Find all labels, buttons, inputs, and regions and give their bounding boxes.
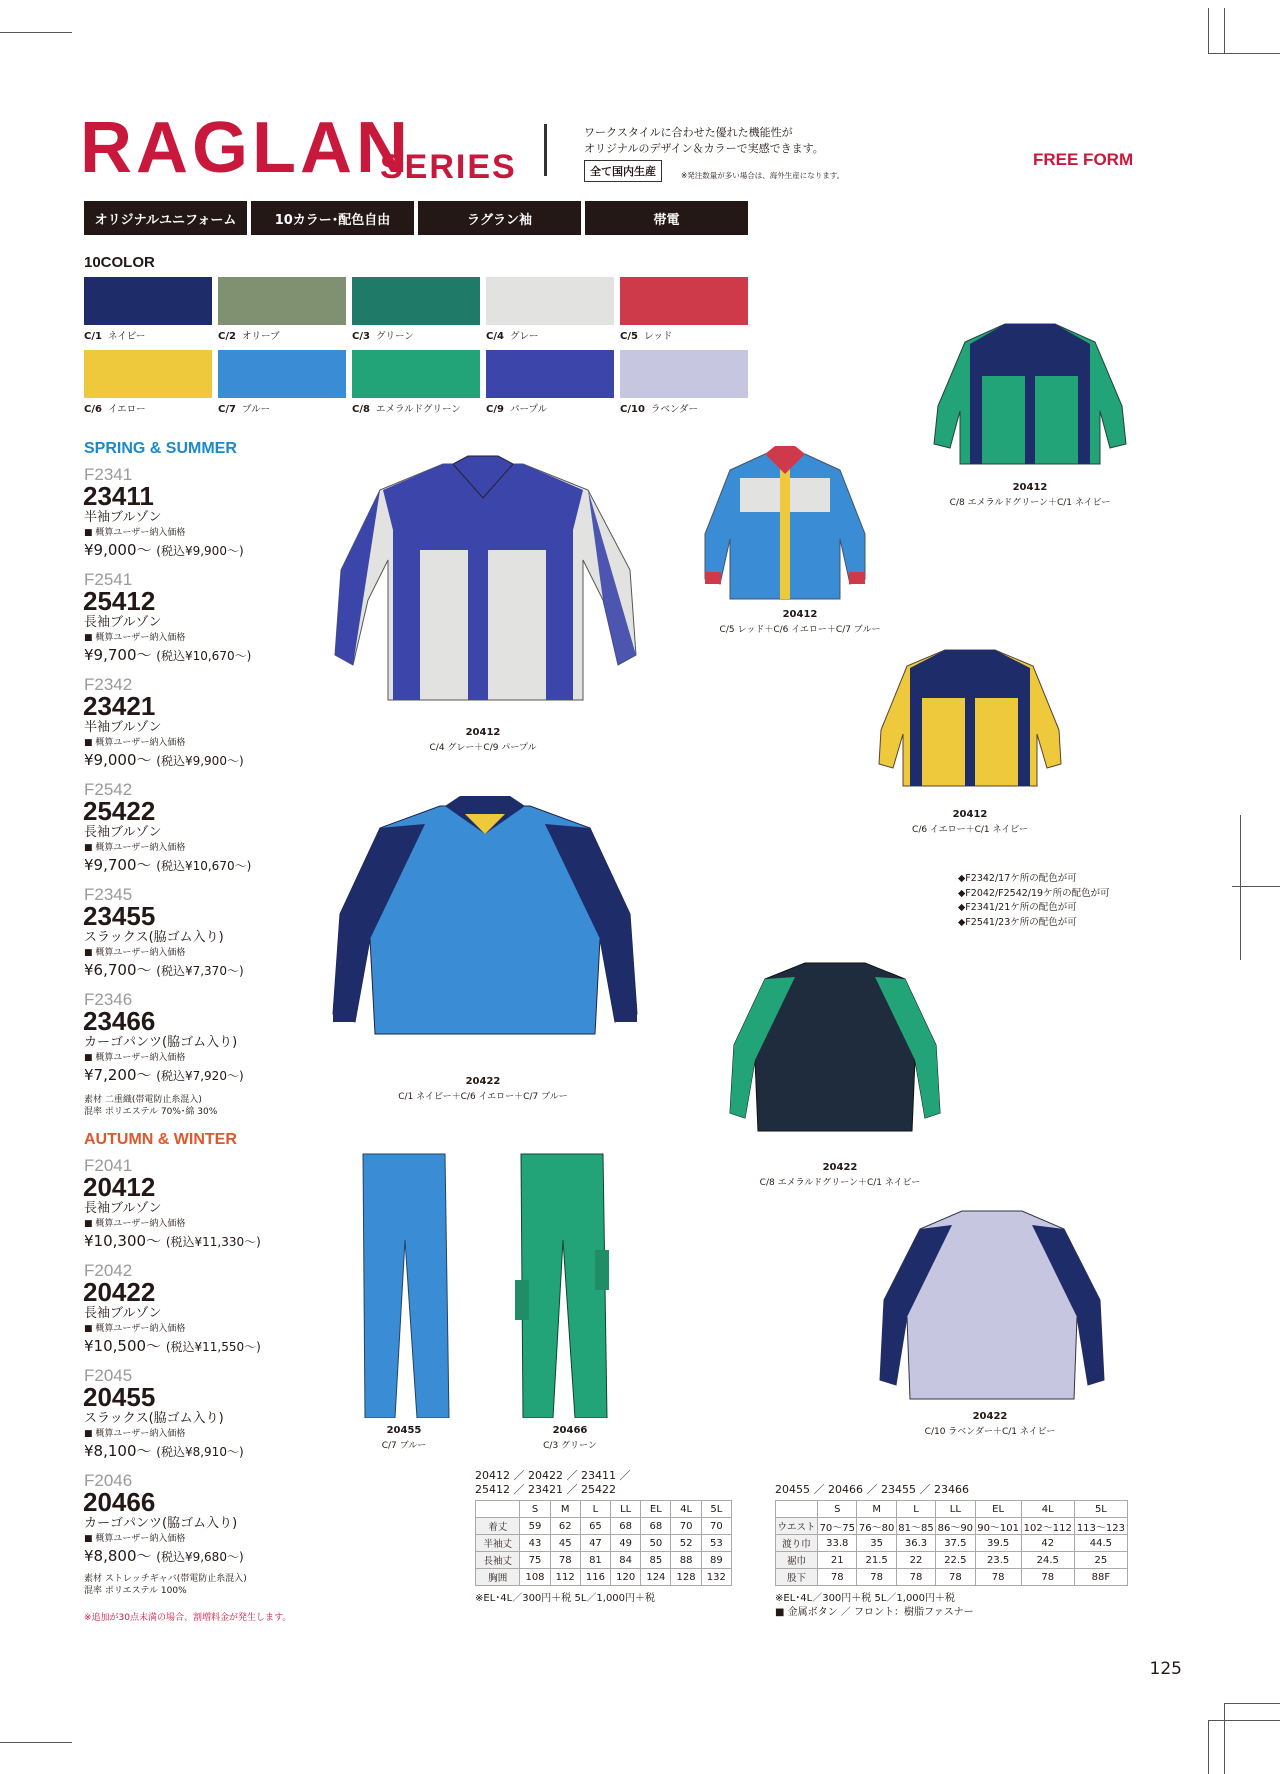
size-table-2-notes: ※EL･4L／300円＋税 5L／1,000円＋税 ■ 金属ボタン ／ フロント：樹脂ファスナー	[775, 1593, 974, 1618]
size-cell: 78	[975, 1569, 1021, 1586]
caption-20412-grey-purple: 20412 C/4 グレー＋C/9 パープル	[429, 727, 537, 753]
size-cell: 88F	[1074, 1569, 1127, 1586]
size-cell: 84	[611, 1552, 641, 1569]
size-header: LL	[936, 1501, 975, 1518]
size-cell: 49	[611, 1535, 641, 1552]
size-cell: 86～90	[936, 1518, 975, 1535]
size-table-1-title: 20412 ／ 20422 ／ 23411 ／ 25412 ／ 23421 ／ 25422	[475, 1469, 631, 1496]
feature-tab-raglan: ラグラン袖	[418, 201, 581, 235]
product-name: 長袖ブルゾン	[84, 1201, 162, 1216]
product-number: 20466	[83, 1487, 156, 1517]
color-swatch	[218, 277, 346, 325]
product-code: F2342	[84, 675, 133, 694]
page-number: 125	[1149, 1659, 1182, 1679]
page-title: RAGLAN	[80, 108, 412, 188]
color-swatch-label: C/7 ブルー	[218, 404, 271, 415]
size-cell: 78	[936, 1569, 975, 1586]
size-cell: 半袖丈	[476, 1535, 520, 1552]
brand-label: FREE FORM	[1033, 150, 1134, 169]
size-cell: 裾巾	[776, 1552, 818, 1569]
product-name: 長袖ブルゾン	[84, 1306, 162, 1321]
size-cell: 102～112	[1021, 1518, 1074, 1535]
price-note: ■ 概算ユーザー納入価格	[84, 528, 186, 538]
product-name: スラックス(脇ゴム入り)	[84, 930, 224, 945]
size-cell: 128	[671, 1569, 701, 1586]
size-header: L	[896, 1501, 935, 1518]
product-name: カーゴパンツ(脇ゴム入り)	[84, 1035, 238, 1050]
color-swatch-label: C/8 エメラルドグリーン	[352, 404, 461, 415]
product-number: 23421	[83, 691, 156, 721]
size-cell: 81～85	[896, 1518, 935, 1535]
product-price: ¥9,700～ (税込¥10,670～)	[84, 856, 252, 874]
product-name: 長袖ブルゾン	[84, 825, 162, 840]
domestic-badge: 全て国内生産	[584, 160, 662, 182]
size-cell: 45	[550, 1535, 580, 1552]
product-name: 半袖ブルゾン	[84, 510, 162, 525]
product-price: ¥9,700～ (税込¥10,670～)	[84, 646, 252, 664]
product-code: F2042	[84, 1261, 133, 1280]
title-divider	[544, 124, 547, 176]
size-table-1-note: ※EL･4L／300円＋税 5L／1,000円＋税	[475, 1593, 656, 1604]
jacket-20412-grey-purple-image	[318, 450, 648, 712]
price-note: ■ 概算ユーザー納入価格	[84, 948, 186, 958]
price-note: ■ 概算ユーザー納入価格	[84, 1324, 186, 1334]
size-header: 5L	[1074, 1501, 1127, 1518]
price-note: ■ 概算ユーザー納入価格	[84, 843, 186, 853]
product-number: 20412	[83, 1172, 156, 1202]
color-swatch-label: C/2 オリーブ	[218, 331, 280, 342]
size-cell: 25	[1074, 1552, 1127, 1569]
size-cell: 42	[1021, 1535, 1074, 1552]
color-swatch	[620, 277, 748, 325]
color-swatch	[218, 350, 346, 398]
product-number: 20455	[83, 1382, 156, 1412]
product-code: F2046	[84, 1471, 133, 1490]
size-cell: 78	[550, 1552, 580, 1569]
size-cell: 78	[1021, 1569, 1074, 1586]
size-table-pants	[775, 1500, 1128, 1586]
series-label: SERIES	[380, 148, 517, 186]
jacket-20422-navy-yellow-blue-image	[325, 794, 645, 1042]
size-cell: 68	[611, 1518, 641, 1535]
size-cell: 21	[818, 1552, 857, 1569]
price-note: ■ 概算ユーザー納入価格	[84, 633, 186, 643]
size-cell: 着丈	[476, 1518, 520, 1535]
product-code: F2541	[84, 570, 133, 589]
size-cell: 62	[550, 1518, 580, 1535]
surcharge-warning: ※追加が30点未満の場合、割増料金が発生します。	[84, 1613, 292, 1623]
product-number: 20422	[83, 1277, 156, 1307]
size-cell: 70	[701, 1518, 731, 1535]
product-price: ¥10,300～ (税込¥11,330～)	[84, 1232, 261, 1250]
size-cell: 120	[611, 1569, 641, 1586]
size-cell: 43	[520, 1535, 550, 1552]
size-cell: 39.5	[975, 1535, 1021, 1552]
size-cell: 65	[580, 1518, 610, 1535]
color-swatch	[620, 350, 748, 398]
size-cell: 90～101	[975, 1518, 1021, 1535]
size-cell: 50	[641, 1535, 671, 1552]
product-name: 長袖ブルゾン	[84, 615, 162, 630]
color-swatch-label: C/6 イエロー	[84, 404, 146, 415]
size-header: 5L	[701, 1501, 731, 1518]
size-cell: 33.8	[818, 1535, 857, 1552]
color-swatch-label: C/4 グレー	[486, 331, 539, 342]
color-swatch-label: C/5 レッド	[620, 331, 673, 342]
jacket-20412-emerald-navy-image	[930, 316, 1130, 466]
product-number: 23411	[83, 481, 154, 511]
price-note: ■ 概算ユーザー納入価格	[84, 1053, 186, 1063]
product-price: ¥8,800～ (税込¥9,680～)	[84, 1547, 244, 1565]
slacks-20455-image	[355, 1150, 455, 1418]
size-header	[476, 1501, 520, 1518]
size-cell: 股下	[776, 1569, 818, 1586]
product-price: ¥10,500～ (税込¥11,550～)	[84, 1337, 261, 1355]
size-cell: 52	[671, 1535, 701, 1552]
size-cell: 44.5	[1074, 1535, 1127, 1552]
color-swatch	[352, 350, 480, 398]
domestic-note: ※発注数量が多い場合は、海外生産になります。	[681, 171, 845, 180]
size-header: 4L	[671, 1501, 701, 1518]
product-price: ¥7,200～ (税込¥7,920～)	[84, 1066, 244, 1084]
price-note: ■ 概算ユーザー納入価格	[84, 1534, 186, 1544]
product-name: カーゴパンツ(脇ゴム入り)	[84, 1516, 238, 1531]
color-swatch-label: C/9 パープル	[486, 404, 548, 415]
feature-tab-antistatic: 帯電	[585, 201, 748, 235]
feature-tab-uniform: オリジナルユニフォーム	[84, 201, 247, 235]
product-price: ¥9,000～ (税込¥9,900～)	[84, 541, 244, 559]
size-cell: 70～75	[818, 1518, 857, 1535]
caption-20422-emerald-navy: 20422 C/8 エメラルドグリーン＋C/1 ネイビー	[759, 1162, 921, 1188]
product-code: F2041	[84, 1156, 133, 1175]
caption-20412-yellow-navy: 20412 C/6 イエロー＋C/1 ネイビー	[912, 809, 1028, 835]
jacket-20422-emerald-navy-image	[720, 955, 948, 1135]
size-cell: 78	[857, 1569, 896, 1586]
product-code: F2542	[84, 780, 133, 799]
feature-tab-colors: 10カラー･配色自由	[251, 201, 414, 235]
size-cell: 88	[671, 1552, 701, 1569]
product-number: 25422	[83, 796, 156, 826]
product-name: スラックス(脇ゴム入り)	[84, 1411, 224, 1426]
product-code: F2341	[84, 465, 133, 484]
size-cell: 85	[641, 1552, 671, 1569]
intro-line-2: オリジナルのデザイン＆カラーで実感できます。	[584, 142, 824, 155]
jacket-20422-lavender-navy-image	[872, 1205, 1112, 1403]
color-swatch	[84, 277, 212, 325]
size-header: L	[580, 1501, 610, 1518]
spring-summer-heading: SPRING & SUMMER	[84, 440, 237, 457]
size-cell: 124	[641, 1569, 671, 1586]
product-code: F2045	[84, 1366, 133, 1385]
color-heading: 10COLOR	[84, 254, 155, 271]
jacket-20412-red-yellow-blue-image	[700, 444, 870, 604]
size-header	[776, 1501, 818, 1518]
size-table-2-title: 20455 ／ 20466 ／ 23455 ／ 23466	[775, 1483, 969, 1496]
product-code: F2346	[84, 990, 133, 1009]
caption-20422-navy-yellow-blue: 20422 C/1 ネイビー＋C/6 イエロー＋C/7 ブルー	[398, 1076, 568, 1102]
product-price: ¥9,000～ (税込¥9,900～)	[84, 751, 244, 769]
size-cell: 23.5	[975, 1552, 1021, 1569]
size-header: S	[520, 1501, 550, 1518]
size-header: M	[857, 1501, 896, 1518]
product-number: 23466	[83, 1006, 156, 1036]
size-header: EL	[641, 1501, 671, 1518]
size-cell: 59	[520, 1518, 550, 1535]
size-cell: 35	[857, 1535, 896, 1552]
color-swatch-label: C/3 グリーン	[352, 331, 414, 342]
caption-20412-emerald-navy: 20412 C/8 エメラルドグリーン＋C/1 ネイビー	[949, 482, 1111, 508]
color-arrangement-notes: ◆F2342/17ケ所の配色が可 ◆F2042/F2542/19ケ所の配色が可 ◆F2341/21ケ所の配色が可 ◆F2541/23ケ所の配色が可	[958, 873, 1110, 929]
color-swatch	[352, 277, 480, 325]
size-cell: 132	[701, 1569, 731, 1586]
size-cell: 渡り巾	[776, 1535, 818, 1552]
intro-line-1: ワークスタイルに合わせた優れた機能性が	[584, 126, 793, 139]
color-swatch-label: C/10 ラベンダー	[620, 404, 699, 415]
material-autumn: 素材 ストレッチギャバ(帯電防止糸混入) 混率 ポリエステル 100%	[84, 1574, 247, 1596]
color-swatch	[486, 350, 614, 398]
autumn-winter-heading: AUTUMN & WINTER	[84, 1131, 237, 1148]
color-swatch-label: C/1 ネイビー	[84, 331, 146, 342]
product-price: ¥8,100～ (税込¥8,910～)	[84, 1442, 244, 1460]
price-note: ■ 概算ユーザー納入価格	[84, 738, 186, 748]
size-cell: 胸囲	[476, 1569, 520, 1586]
size-cell: 長袖丈	[476, 1552, 520, 1569]
size-cell: 21.5	[857, 1552, 896, 1569]
color-swatch	[84, 350, 212, 398]
size-cell: 53	[701, 1535, 731, 1552]
size-cell: 78	[818, 1569, 857, 1586]
size-cell: 24.5	[1021, 1552, 1074, 1569]
caption-20455: 20455 C/7 ブルー	[381, 1425, 427, 1451]
caption-20422-lavender-navy: 20422 C/10 ラベンダー＋C/1 ネイビー	[924, 1411, 1056, 1437]
product-price: ¥6,700～ (税込¥7,370～)	[84, 961, 244, 979]
size-cell: 36.3	[896, 1535, 935, 1552]
size-cell: 68	[641, 1518, 671, 1535]
size-cell: 112	[550, 1569, 580, 1586]
size-cell: 78	[896, 1569, 935, 1586]
size-cell: 47	[580, 1535, 610, 1552]
size-cell: 116	[580, 1569, 610, 1586]
size-cell: 108	[520, 1569, 550, 1586]
size-cell: 37.5	[936, 1535, 975, 1552]
material-spring: 素材 二重織(帯電防止糸混入) 混率 ポリエステル 70%･綿 30%	[84, 1095, 218, 1117]
size-cell: 70	[671, 1518, 701, 1535]
size-cell: 76～80	[857, 1518, 896, 1535]
product-name: 半袖ブルゾン	[84, 720, 162, 735]
size-cell: 113～123	[1074, 1518, 1127, 1535]
price-note: ■ 概算ユーザー納入価格	[84, 1219, 186, 1229]
product-number: 25412	[83, 586, 156, 616]
size-header: S	[818, 1501, 857, 1518]
caption-20466: 20466 C/3 グリーン	[543, 1425, 597, 1451]
size-header: LL	[611, 1501, 641, 1518]
color-swatch	[486, 277, 614, 325]
size-cell: 75	[520, 1552, 550, 1569]
size-cell: 22	[896, 1552, 935, 1569]
size-cell: ウエスト	[776, 1518, 818, 1535]
size-header: 4L	[1021, 1501, 1074, 1518]
size-header: EL	[975, 1501, 1021, 1518]
product-code: F2345	[84, 885, 133, 904]
product-number: 23455	[83, 901, 156, 931]
size-header: M	[550, 1501, 580, 1518]
size-cell: 22.5	[936, 1552, 975, 1569]
size-table-jackets	[475, 1500, 732, 1586]
size-cell: 81	[580, 1552, 610, 1569]
caption-20412-red-yellow-blue: 20412 C/5 レッド＋C/6 イエロー＋C/7 ブルー	[719, 609, 881, 635]
size-cell: 89	[701, 1552, 731, 1569]
price-note: ■ 概算ユーザー納入価格	[84, 1429, 186, 1439]
cargo-pants-20466-image	[513, 1150, 613, 1418]
jacket-20412-yellow-navy-image	[875, 642, 1065, 790]
